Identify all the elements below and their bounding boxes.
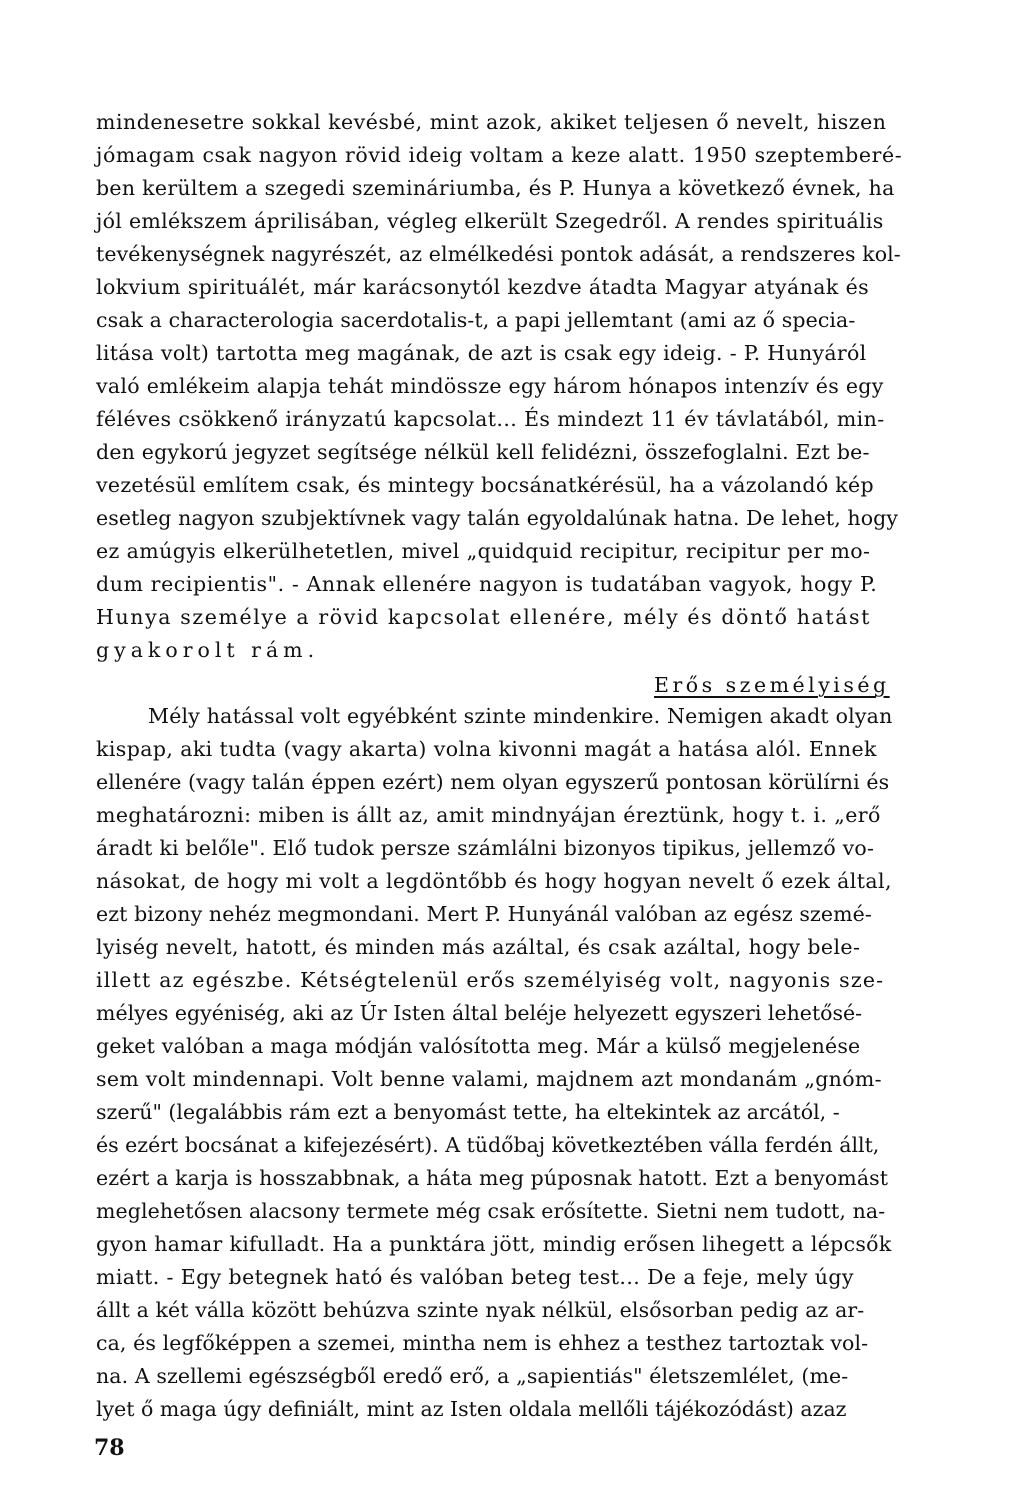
text-line: féléves csökkenő irányzatú kapcsolat... És mindezt 11 év távlatából, min- — [96, 407, 885, 431]
text-line: meglehetősen alacsony termete még csak erősítette. Sietni nem tudott, na- — [96, 1199, 886, 1223]
text-line: Mély hatással volt egyébként szinte mindenkire. Nemigen akadt olyan — [148, 704, 893, 728]
text-line: dum recipientis". - Annak ellenére nagyon is tudatában vagyok, hogy P. — [96, 572, 878, 596]
text-line: lyet ő maga úgy definiált, mint az Isten oldala mellőli tájékozódást) azaz — [96, 1397, 847, 1421]
section-heading: Erős személyiség — [654, 673, 890, 697]
text-line: gyon hamar kifulladt. Ha a punktára jött, mindig erősen lihegett a lépcsők — [96, 1232, 892, 1256]
text-line: és ezért bocsánat a kifejezésért). A tüdőbaj következtében válla ferdén állt, — [96, 1133, 880, 1157]
text-line: jól emlékszem áprilisában, végleg elkerült Szegedről. A rendes spirituális — [96, 209, 884, 233]
text-line: den egykorú jegyzet segítsége nélkül kell felidézni, összefoglalni. Ezt be- — [96, 440, 870, 464]
text-line: na. A szellemi egészségből eredő erő, a „sapientiás" életszemlélet, (me- — [96, 1364, 849, 1388]
text-line: esetleg nagyon szubjektívnek vagy talán egyoldalúnak hatna. De lehet, hogy — [96, 506, 899, 530]
text-line: csak a characterologia sacerdotalis-t, a papi jellemtant (ami az ő specia- — [96, 308, 856, 332]
text-line: áradt ki belőle". Elő tudok persze számlálni bizonyos tipikus, jellemző vo- — [96, 836, 875, 860]
text-line: állt a két válla között behúzva szinte nyak nélkül, elsősorban pedig az ar- — [96, 1298, 865, 1322]
text-line: mindenesetre sokkal kevésbé, mint azok, akiket teljesen ő nevelt, hiszen — [96, 110, 887, 134]
text-line: ellenére (vagy talán éppen ezért) nem olyan egyszerű pontosan körülírni és — [96, 770, 890, 794]
text-line: kispap, aki tudta (vagy akarta) volna kivonni magát a hatása alól. Ennek — [96, 737, 877, 761]
text-line: jómagam csak nagyon rövid ideig voltam a keze alatt. 1950 szeptemberé- — [96, 143, 903, 167]
text-line: geket valóban a maga módján valósította meg. Már a külső megjelenése — [96, 1034, 861, 1058]
text-line: tevékenységnek nagyrészét, az elmélkedési pontok adását, a rendszeres kol- — [96, 242, 901, 266]
text-line: szerű" (legalábbis rám ezt a benyomást tette, ha eltekintek az arcától, - — [96, 1100, 840, 1124]
text-line: való emlékeim alapja tehát mindössze egy három hónapos intenzív és egy — [96, 374, 884, 398]
text-line: ez amúgyis elkerülhetetlen, mivel „quidquid recipitur, recipitur per mo- — [96, 539, 871, 563]
text-line: násokat, de hogy mi volt a legdöntőbb és hogy hogyan nevelt ő ezek által, — [96, 869, 892, 893]
text-line: miatt. - Egy betegnek ható és valóban beteg test... De a feje, mely úgy — [96, 1265, 854, 1289]
text-line: litása volt) tartotta meg magának, de azt is csak egy ideig. - P. Hunyáról — [96, 341, 867, 365]
text-line: ezért a karja is hosszabbnak, a háta meg púposnak hatott. Ezt a benyomást — [96, 1166, 889, 1190]
text-line: ezt bizony nehéz megmondani. Mert P. Hunyánál valóban az egész szemé- — [96, 902, 872, 926]
text-line: ben kerültem a szegedi szemináriumba, és P. Hunya a következő évnek, ha — [96, 176, 895, 200]
text-line: lyiség nevelt, hatott, és minden más azáltal, és csak azáltal, hogy bele- — [96, 935, 861, 959]
text-line: meghatározni: miben is állt az, amit mindnyájan éreztünk, hogy t. i. „erő — [96, 803, 881, 827]
text-line: sem volt mindennapi. Volt benne valami, majdnem azt mondanám „gnóm- — [96, 1067, 882, 1091]
text-line: vezetésül említem csak, és mintegy bocsánatkérésül, ha a vázolandó kép — [96, 473, 874, 497]
text-line: lokvium spirituálét, már karácsonytól kezdve átadta Magyar atyának és — [96, 275, 870, 299]
text-line: illett az egészbe. Kétségtelenül erős személyiség volt, nagyonis sze- — [96, 968, 885, 992]
text-line: Hunya személye a rövid kapcsolat ellenére, mély és döntő hatást — [96, 605, 871, 629]
page-number: 78 — [94, 1435, 125, 1461]
text-line: mélyes egyéniség, aki az Úr Isten által beléje helyezett egyszeri lehetősé- — [96, 1001, 863, 1025]
text-line: gyakorolt rám. — [96, 638, 320, 662]
text-line: ca, és legfőképpen a szemei, mintha nem is ehhez a testhez tartoztak vol- — [96, 1331, 869, 1355]
